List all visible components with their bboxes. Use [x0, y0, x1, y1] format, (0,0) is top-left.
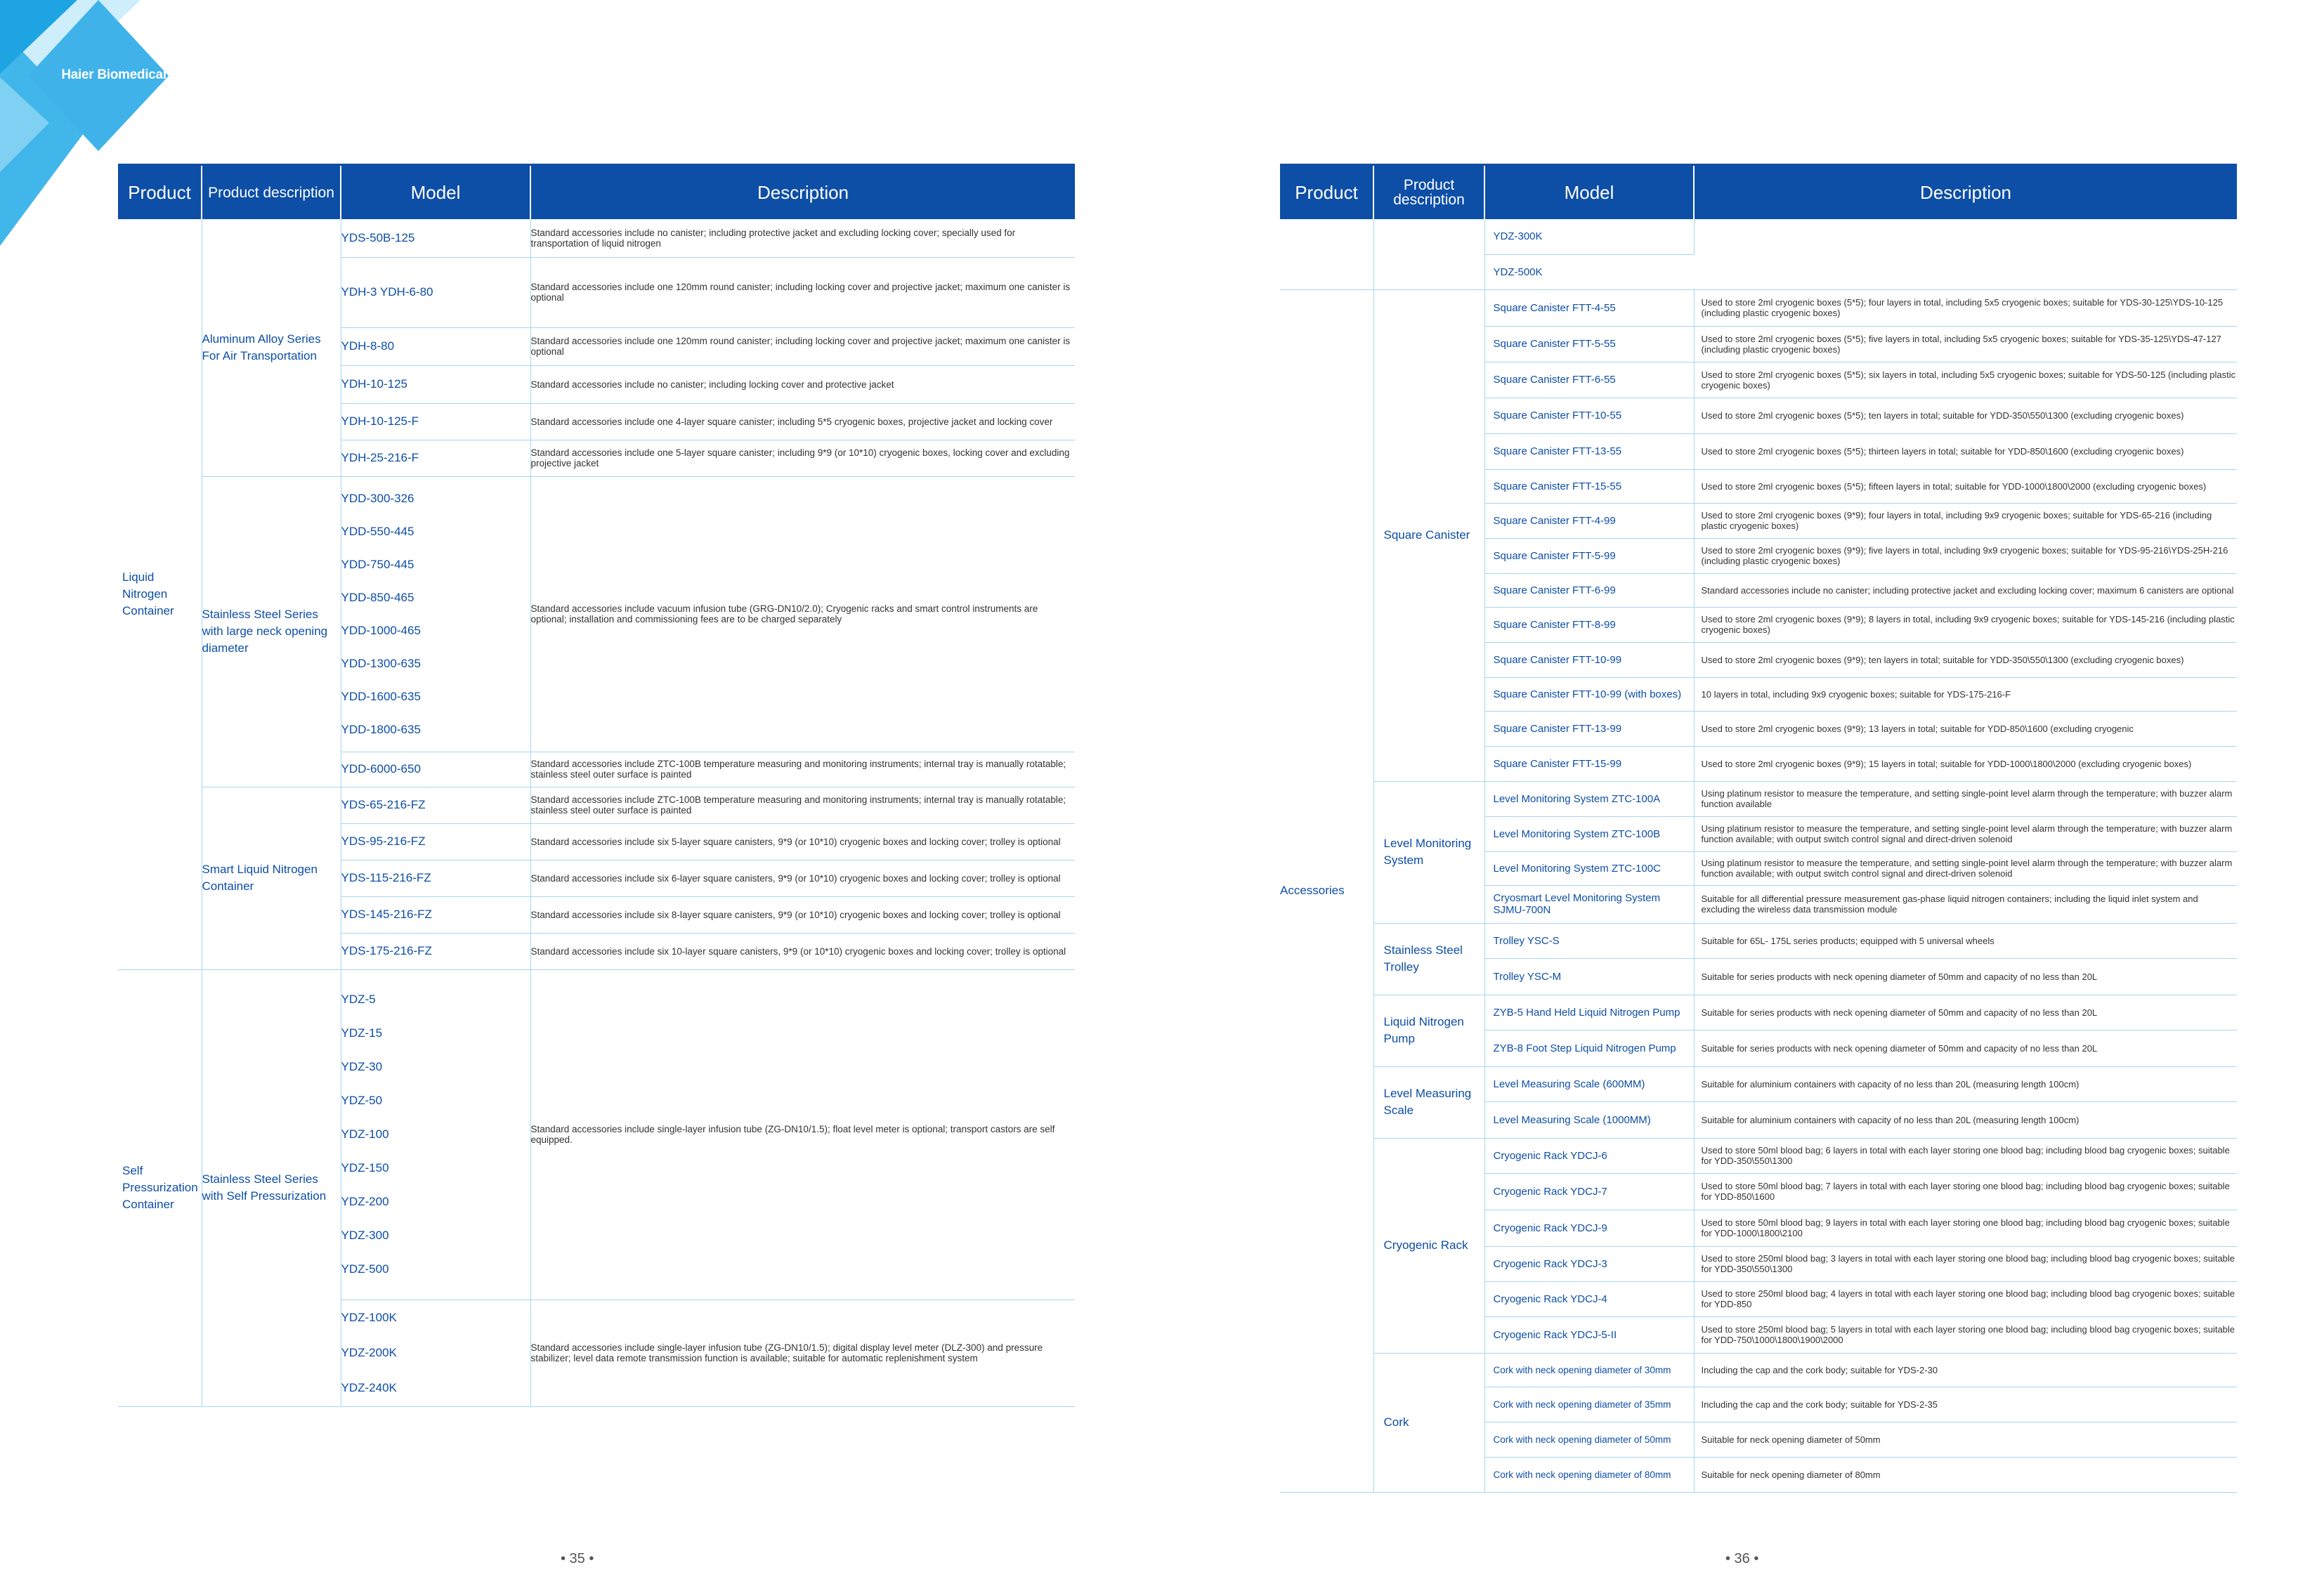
model-cell: Level Measuring Scale (600MM) [1484, 1066, 1694, 1101]
model-cell: Square Canister FTT-4-99 [1484, 503, 1694, 538]
description-cell: Used to store 2ml cryogenic boxes (9*9); four layers in total, including 9x9 cryogenic boxes; suitable for YDS-65-216 (including plastic cryogenic boxes) [1694, 503, 2237, 538]
model-cell: Cork with neck opening diameter of 30mm [1484, 1353, 1694, 1387]
model-cell: YDZ-300K [1484, 219, 1694, 254]
description-cell [1694, 219, 2237, 289]
description-cell: Suitable for neck opening diameter of 80mm [1694, 1457, 2237, 1492]
description-cell: Used to store 2ml cryogenic boxes (5*5); six layers in total, including 5x5 cryogenic boxes; suitable for YDS-50-125 (including plastic cryogenic boxes) [1694, 362, 2237, 398]
col-header-product: Product [1280, 166, 1373, 219]
table-header-row [1280, 166, 2237, 219]
description-cell: Standard accessories include one 120mm round canister; including locking cover and projective jacket; maximum one canister is optional [530, 327, 1075, 365]
table-row [1280, 289, 2237, 326]
model-cell: Cryogenic Rack YDCJ-3 [1484, 1246, 1694, 1281]
description-cell: Using platinum resistor to measure the temperature, and setting single-point level alarm through the temperature; with buzzer alarm function available; with output switch control signal and direct-driven solenoid [1694, 851, 2237, 885]
description-cell: Used to store 2ml cryogenic boxes (5*5); ten layers in total; suitable for YDD-350\550\1300 (excluding cryogenic boxes) [1694, 398, 2237, 433]
product-cell [1280, 219, 1373, 289]
col-header-model: Model [341, 166, 530, 219]
col-header-description: Description [530, 166, 1075, 219]
model-cell: YDH-3 YDH-6-80 [341, 257, 530, 327]
table-row [118, 219, 1075, 257]
model-cell: Level Measuring Scale (1000MM) [1484, 1101, 1694, 1138]
model-cell: Square Canister FTT-13-99 [1484, 711, 1694, 746]
description-cell: Standard accessories include one 120mm round canister; including locking cover and projective jacket; maximum one canister is optional [530, 257, 1075, 327]
model-cell: YDZ-500K [1484, 254, 1694, 289]
description-cell: Standard accessories include vacuum infusion tube (GRG-DN10/2.0); Cryogenic racks and smart control instruments are optional; installation and commissioning fees are to be charged separately [530, 476, 1075, 752]
description-cell: Standard accessories include ZTC-100B temperature measuring and monitoring instruments; internal tray is manually rotatable; stainless steel outer surface is painted [530, 752, 1075, 787]
model-cell: Cryogenic Rack YDCJ-9 [1484, 1210, 1694, 1246]
model-cell: YDD-300-326 YDD-550-445 YDD-750-445 YDD-850-465 YDD-1000-465 YDD-1300-635 YDD-1600-635 YDD-1800-635 [341, 476, 530, 752]
product-cell: Self Pressurization Container [118, 969, 202, 1406]
description-cell: Standard accessories include six 5-layer square canisters, 9*9 (or 10*10) cryogenic boxes and locking cover; trolley is optional [530, 823, 1075, 860]
model-cell: YDZ-100K YDZ-200K YDZ-240K [341, 1300, 530, 1406]
table-row [1280, 781, 2237, 816]
description-cell: Used to store 50ml blood bag; 6 layers in total with each layer storing one blood bag; including blood bag cryogenic boxes; suitable for YDD-350\550\1300 [1694, 1138, 2237, 1173]
model-cell: Level Monitoring System ZTC-100B [1484, 816, 1694, 851]
model-cell: Square Canister FTT-13-55 [1484, 433, 1694, 469]
col-header-product-description: Product description [202, 166, 341, 219]
model-cell: YDS-65-216-FZ [341, 787, 530, 823]
model-cell: Square Canister FTT-5-99 [1484, 538, 1694, 573]
model-cell: ZYB-5 Hand Held Liquid Nitrogen Pump [1484, 995, 1694, 1030]
description-cell: Used to store 250ml blood bag; 3 layers in total with each layer storing one blood bag; including blood bag cryogenic boxes; suitable for YDD-350\550\1300 [1694, 1246, 2237, 1281]
model-cell: Cryogenic Rack YDCJ-6 [1484, 1138, 1694, 1173]
model-cell: YDZ-5 YDZ-15 YDZ-30 YDZ-50 YDZ-100 YDZ-150 YDZ-200 YDZ-300 YDZ-500 [341, 969, 530, 1300]
table-row [1280, 1066, 2237, 1101]
description-cell: Used to store 250ml blood bag; 5 layers in total with each layer storing one blood bag; including blood bag cryogenic boxes; suitable for YDD-750\1000\1800\1900\2000 [1694, 1316, 2237, 1353]
description-cell: Standard accessories include no canister; including protective jacket and excluding locking cover; specially used for transportation of liquid nitrogen [530, 219, 1075, 257]
model-cell: Cryosmart Level Monitoring System SJMU-700N [1484, 885, 1694, 923]
left-spec-table [118, 166, 1075, 1407]
right-spec-table [1280, 166, 2237, 1493]
description-cell: Standard accessories include one 5-layer square canister; including 9*9 (or 10*10) cryogenic boxes, locking cover and excluding projective jacket [530, 440, 1075, 476]
description-cell: Standard accessories include ZTC-100B temperature measuring and monitoring instruments; internal tray is manually rotatable; stainless steel outer surface is painted [530, 787, 1075, 823]
description-cell: Suitable for all differential pressure measurement gas-phase liquid nitrogen containers; including the liquid inlet system and excluding the wireless data transmission module [1694, 885, 2237, 923]
description-cell: Suitable for 65L- 175L series products; equipped with 5 universal wheels [1694, 923, 2237, 958]
table-row [1280, 1138, 2237, 1173]
table-row [1280, 995, 2237, 1030]
model-cell: Square Canister FTT-15-55 [1484, 469, 1694, 503]
description-cell: Used to store 2ml cryogenic boxes (9*9); five layers in total, including 9x9 cryogenic boxes; suitable for YDS-95-216\YDS-25H-216 (including plastic cryogenic boxes) [1694, 538, 2237, 573]
model-cell: Square Canister FTT-15-99 [1484, 746, 1694, 781]
description-cell: Used to store 2ml cryogenic boxes (5*5); four layers in total, including 5x5 cryogenic boxes; suitable for YDS-30-125\YDS-10-125 (including plastic cryogenic boxes) [1694, 289, 2237, 326]
description-cell: Suitable for series products with neck opening diameter of 50mm and capacity of no less than 20L [1694, 995, 2237, 1030]
brand-logo: Haier Biomedical [61, 67, 167, 82]
description-cell: Used to store 50ml blood bag; 7 layers in total with each layer storing one blood bag; including blood bag cryogenic boxes; suitable for YDD-850\1600 [1694, 1173, 2237, 1210]
model-cell: YDH-8-80 [341, 327, 530, 365]
product-description-cell: Level Monitoring System [1373, 781, 1484, 923]
model-cell: Cork with neck opening diameter of 35mm [1484, 1387, 1694, 1422]
page-number-right: • 36 • [1725, 1551, 1759, 1566]
product-description-cell: Smart Liquid Nitrogen Container [202, 787, 341, 969]
model-cell: YDH-10-125 [341, 365, 530, 403]
description-cell: Standard accessories include six 8-layer square canisters, 9*9 (or 10*10) cryogenic boxes and locking cover; trolley is optional [530, 896, 1075, 933]
product-cell: Accessories [1280, 289, 1373, 1492]
col-header-product: Product [118, 166, 202, 219]
model-cell: YDH-10-125-F [341, 403, 530, 440]
table-row [118, 969, 1075, 1300]
description-cell: Used to store 2ml cryogenic boxes (5*5); five layers in total, including 5x5 cryogenic boxes; suitable for YDS-35-125\YDS-47-127 (including plastic cryogenic boxes) [1694, 326, 2237, 362]
model-cell: Square Canister FTT-6-99 [1484, 573, 1694, 607]
description-cell: Used to store 2ml cryogenic boxes (5*5); thirteen layers in total; suitable for YDD-850\1600 (excluding cryogenic boxes) [1694, 433, 2237, 469]
model-cell: YDD-6000-650 [341, 752, 530, 787]
model-cell: YDH-25-216-F [341, 440, 530, 476]
description-cell: Standard accessories include no canister; including protective jacket and excluding locking cover; maximum 6 canisters are optional [1694, 573, 2237, 607]
model-cell: YDS-145-216-FZ [341, 896, 530, 933]
product-description-cell: Liquid Nitrogen Pump [1373, 995, 1484, 1066]
table-row [1280, 1353, 2237, 1387]
model-cell: Level Monitoring System ZTC-100C [1484, 851, 1694, 885]
model-cell: Square Canister FTT-10-55 [1484, 398, 1694, 433]
model-cell: Square Canister FTT-10-99 (with boxes) [1484, 677, 1694, 711]
description-cell: Standard accessories include one 4-layer square canister; including 5*5 cryogenic boxes, projective jacket and locking cover [530, 403, 1075, 440]
model-cell: Level Monitoring System ZTC-100A [1484, 781, 1694, 816]
description-cell: Suitable for series products with neck opening diameter of 50mm and capacity of no less than 20L [1694, 1030, 2237, 1066]
product-description-cell: Cryogenic Rack [1373, 1138, 1484, 1353]
description-cell: Used to store 2ml cryogenic boxes (9*9); 8 layers in total, including 9x9 cryogenic boxes; suitable for YDS-145-216 (including plastic cryogenic boxes) [1694, 607, 2237, 642]
product-description-cell: Stainless Steel Series with large neck opening diameter [202, 476, 341, 787]
model-cell: Cryogenic Rack YDCJ-7 [1484, 1173, 1694, 1210]
description-cell: Standard accessories include single-layer infusion tube (ZG-DN10/1.5); digital display level meter (DLZ-300) and pressure stabilizer; level data remote transmission function is available; suitable for automatic replenishment system [530, 1300, 1075, 1406]
product-description-cell: Square Canister [1373, 289, 1484, 781]
description-cell: Used to store 2ml cryogenic boxes (9*9); 15 layers in total; suitable for YDD-1000\1800\2000 (excluding cryogenic boxes) [1694, 746, 2237, 781]
col-header-description: Description [1694, 166, 2237, 219]
model-cell: YDS-95-216-FZ [341, 823, 530, 860]
model-cell: Cryogenic Rack YDCJ-5-II [1484, 1316, 1694, 1353]
description-cell: Using platinum resistor to measure the temperature, and setting single-point level alarm through the temperature; with buzzer alarm function available [1694, 781, 2237, 816]
description-cell: Standard accessories include single-layer infusion tube (ZG-DN10/1.5); float level meter is optional; transport castors are self equipped. [530, 969, 1075, 1300]
description-cell: Standard accessories include six 6-layer square canisters, 9*9 (or 10*10) cryogenic boxes and locking cover; trolley is optional [530, 860, 1075, 896]
product-description-cell: Level Measuring Scale [1373, 1066, 1484, 1138]
model-cell: Square Canister FTT-8-99 [1484, 607, 1694, 642]
description-cell: Standard accessories include no canister; including locking cover and protective jacket [530, 365, 1075, 403]
description-cell: Used to store 2ml cryogenic boxes (5*5); fifteen layers in total; suitable for YDD-1000\1800\2000 (excluding cryogenic boxes) [1694, 469, 2237, 503]
model-cell: Square Canister FTT-6-55 [1484, 362, 1694, 398]
description-cell: Suitable for aluminium containers with capacity of no less than 20L (measuring length 100cm) [1694, 1101, 2237, 1138]
description-cell: Used to store 250ml blood bag; 4 layers in total with each layer storing one blood bag; including blood bag cryogenic boxes; suitable for YDD-850 [1694, 1281, 2237, 1316]
description-cell: Suitable for aluminium containers with capacity of no less than 20L (measuring length 100cm) [1694, 1066, 2237, 1101]
product-description-cell: Cork [1373, 1353, 1484, 1492]
model-cell: YDS-175-216-FZ [341, 933, 530, 969]
model-cell: Trolley YSC-M [1484, 958, 1694, 995]
model-cell: Square Canister FTT-10-99 [1484, 642, 1694, 677]
model-cell: Square Canister FTT-5-55 [1484, 326, 1694, 362]
col-header-product-description: Product description [1373, 166, 1484, 219]
model-cell: Cryogenic Rack YDCJ-4 [1484, 1281, 1694, 1316]
description-cell: Used to store 50ml blood bag; 9 layers in total with each layer storing one blood bag; including blood bag cryogenic boxes; suitable for YDD-1000\1800\2100 [1694, 1210, 2237, 1246]
description-cell: Used to store 2ml cryogenic boxes (9*9); ten layers in total; suitable for YDD-350\550\1300 (excluding cryogenic boxes) [1694, 642, 2237, 677]
description-cell: Used to store 2ml cryogenic boxes (9*9); 13 layers in total; suitable for YDD-850\1600 (excluding cryogenic [1694, 711, 2237, 746]
description-cell: Suitable for series products with neck opening diameter of 50mm and capacity of no less than 20L [1694, 958, 2237, 995]
product-description-cell: Stainless Steel Trolley [1373, 923, 1484, 995]
description-cell: Suitable for neck opening diameter of 50mm [1694, 1422, 2237, 1457]
model-cell: Square Canister FTT-4-55 [1484, 289, 1694, 326]
model-cell: YDS-115-216-FZ [341, 860, 530, 896]
description-cell: Standard accessories include six 10-layer square canisters, 9*9 (or 10*10) cryogenic boxes and locking cover; trolley is optional [530, 933, 1075, 969]
table-row [118, 787, 1075, 823]
model-cell: Cork with neck opening diameter of 80mm [1484, 1457, 1694, 1492]
product-description-cell: Stainless Steel Series with Self Pressurization [202, 969, 341, 1406]
description-cell: 10 layers in total, including 9x9 cryogenic boxes; suitable for YDS-175-216-F [1694, 677, 2237, 711]
description-cell: Including the cap and the cork body; suitable for YDS-2-30 [1694, 1353, 2237, 1387]
model-cell: Cork with neck opening diameter of 50mm [1484, 1422, 1694, 1457]
col-header-model: Model [1484, 166, 1694, 219]
table-row [1280, 219, 2237, 254]
table-row [118, 476, 1075, 752]
product-description-cell [1373, 219, 1484, 289]
product-cell: Liquid Nitrogen Container [118, 219, 202, 969]
page-number-left: • 35 • [561, 1551, 594, 1566]
product-description-cell: Aluminum Alloy Series For Air Transportation [202, 219, 341, 476]
model-cell: ZYB-8 Foot Step Liquid Nitrogen Pump [1484, 1030, 1694, 1066]
table-row [1280, 923, 2237, 958]
table-header-row [118, 166, 1075, 219]
model-cell: Trolley YSC-S [1484, 923, 1694, 958]
model-cell: YDS-50B-125 [341, 219, 530, 257]
description-cell: Using platinum resistor to measure the temperature, and setting single-point level alarm through the temperature; with buzzer alarm function available; with output switch control signal and direct-driven solenoid [1694, 816, 2237, 851]
description-cell: Including the cap and the cork body; suitable for YDS-2-35 [1694, 1387, 2237, 1422]
